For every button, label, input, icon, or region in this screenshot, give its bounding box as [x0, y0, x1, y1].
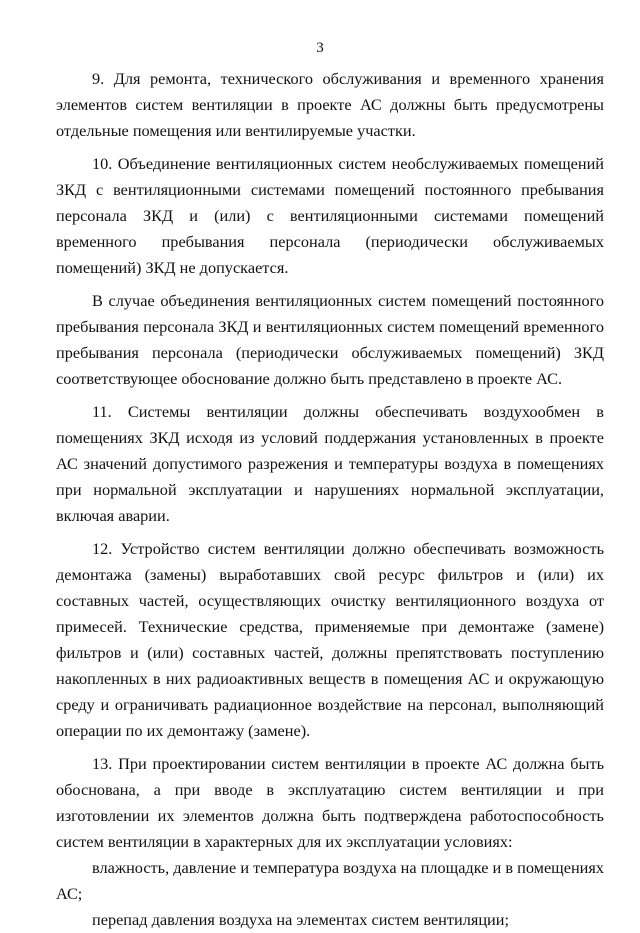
- paragraph-item-9: 9. Для ремонта, технического обслуживания и временного хранения элементов систем вентиляции в проекте АС должны быть предусмотрены отдельные помещения или вентилируемые участки.: [56, 69, 604, 140]
- page-number: 3: [316, 40, 324, 56]
- paragraph-item-13: 13. При проектировании систем вентиляции в проекте АС должна быть обоснована, а при вводе в эксплуатацию систем вентиляции и при изготовлении их элементов должна быть подтверждена работоспособность систем вентиляции в характерных для их эксплуатации условиях:: [56, 754, 604, 851]
- paragraph-item-10: 10. Объединение вентиляционных систем необслуживаемых помещений ЗКД с вентиляционными системами помещений постоянного пребывания персонала ЗКД и (или) с вентиляционными системами помещений временного пребывания персонала (периодически обслуживаемых помещений) ЗКД не допускается.: [56, 154, 604, 277]
- list-item-conditions-1: влажность, давление и температура воздуха на площадке и в помещениях АС;: [56, 858, 604, 903]
- paragraph-item-10-continuation: В случае объединения вентиляционных систем помещений постоянного пребывания персонала ЗКД и вентиляционных систем помещений временного пребывания персонала (периодически обслуживаемых помещений) ЗКД соответствующее обоснование должно быть представлено в проекте АС.: [56, 291, 604, 388]
- body-text: [56, 66, 604, 933]
- paragraph-item-11: 11. Системы вентиляции должны обеспечивать воздухообмен в помещениях ЗКД исходя из условий поддержания установленных в проекте АС значений допустимого разрежения и температуры воздуха в помещениях при нормальной эксплуатации и нарушениях нормальной эксплуатации, включая аварии.: [56, 402, 604, 525]
- list-item-conditions-2: перепад давления воздуха на элементах систем вентиляции;: [92, 910, 509, 929]
- paragraph-item-12: 12. Устройство систем вентиляции должно обеспечивать возможность демонтажа (замены) выработавших свой ресурс фильтров и (или) их составных частей, осуществляющих очистку вентиляционного воздуха от примесей. Технические средства, применяемые при демонтаже (замене) фильтров и (или) составных частей, должны препятствовать поступлению накопленных в них радиоактивных веществ в помещения АС и окружающую среду и ограничивать радиационное воздействие на персонал, выполняющий операции по их демонтажу (замене).: [56, 539, 604, 740]
